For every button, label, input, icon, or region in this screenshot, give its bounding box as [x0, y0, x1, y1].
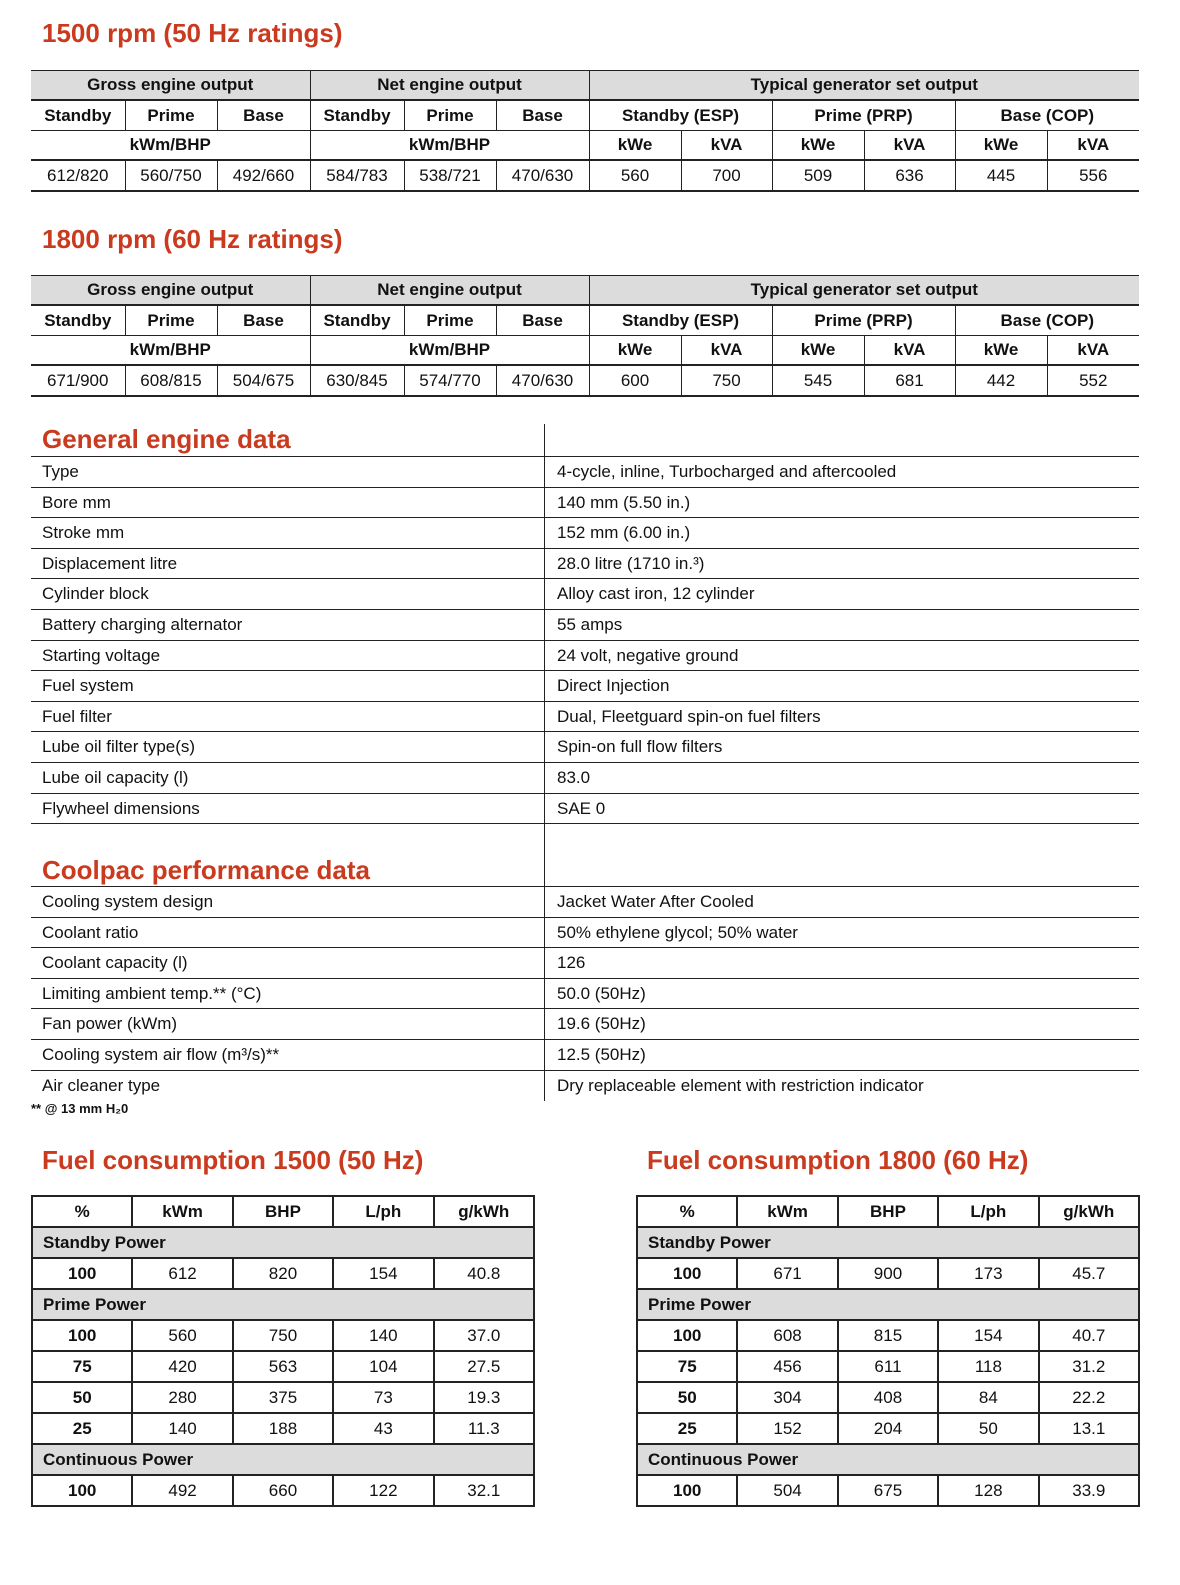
- table-row: [637, 1475, 1139, 1506]
- general-data-list: [31, 456, 1139, 824]
- spec-label: Cooling system air flow (m³/s)**: [42, 1044, 280, 1064]
- spec-row: [31, 1071, 1139, 1101]
- sub-header: Standby (ESP): [589, 100, 772, 131]
- value-cell: 630/845: [310, 365, 404, 396]
- table-cell: 280: [132, 1382, 232, 1413]
- spec-label: Coolant ratio: [42, 922, 139, 942]
- fuel-title-60hz: Fuel consumption 1800 (60 Hz): [647, 1145, 1029, 1175]
- rating-table-60hz: [31, 275, 1139, 397]
- spec-row: [31, 488, 1139, 519]
- spec-label: Lube oil capacity (l): [42, 767, 189, 787]
- footnote: ** @ 13 mm H₂0: [31, 1101, 129, 1116]
- table-row: [637, 1413, 1139, 1444]
- group-header: Gross engine output: [31, 71, 310, 101]
- column-header: L/ph: [938, 1196, 1038, 1227]
- section-header: Continuous Power: [32, 1444, 534, 1475]
- unit-cell: kWm/BHP: [310, 336, 589, 366]
- spec-label: Starting voltage: [42, 645, 161, 665]
- section-header: Continuous Power: [637, 1444, 1139, 1475]
- spec-row: [31, 918, 1139, 949]
- value-cell: 470/630: [496, 160, 589, 191]
- unit-cell: kVA: [864, 336, 955, 366]
- spec-row: [31, 732, 1139, 763]
- section-header: Prime Power: [637, 1289, 1139, 1320]
- spec-value: Jacket Water After Cooled: [557, 892, 754, 911]
- general-title: General engine data: [42, 424, 291, 454]
- spec-label: Type: [42, 462, 79, 481]
- table-cell: 43: [333, 1413, 433, 1444]
- table-cell: 128: [938, 1475, 1038, 1506]
- unit-cell: kWm/BHP: [310, 131, 589, 161]
- unit-cell: kWe: [589, 336, 681, 366]
- spec-row: [31, 702, 1139, 733]
- spec-label: Air cleaner type: [42, 1075, 161, 1095]
- value-cell: 538/721: [404, 160, 496, 191]
- value-cell: 750: [681, 365, 772, 396]
- spec-label: Cylinder block: [42, 584, 149, 604]
- table-cell: 750: [233, 1320, 333, 1351]
- column-header: %: [32, 1196, 132, 1227]
- table-cell: 152: [737, 1413, 837, 1444]
- unit-cell: kWe: [955, 336, 1047, 366]
- pct-cell: 75: [637, 1351, 737, 1382]
- group-header: Net engine output: [310, 71, 589, 101]
- table-cell: 50: [938, 1413, 1038, 1444]
- table-cell: 504: [737, 1475, 837, 1506]
- table-row: [637, 1351, 1139, 1382]
- table-row: [32, 1351, 534, 1382]
- value-cell: 560/750: [125, 160, 217, 191]
- spec-value: 83.0: [557, 767, 591, 787]
- sub-header: Base: [217, 305, 310, 336]
- table-cell: 31.2: [1039, 1351, 1139, 1382]
- rating-title-60hz: 1800 rpm (60 Hz ratings): [42, 224, 343, 254]
- spec-row: [31, 549, 1139, 580]
- table-cell: 560: [132, 1320, 232, 1351]
- value-cell: 636: [864, 160, 955, 191]
- table-cell: 173: [938, 1258, 1038, 1289]
- table-cell: 375: [233, 1382, 333, 1413]
- table-cell: 204: [838, 1413, 938, 1444]
- sub-header: Prime: [404, 100, 496, 131]
- table-cell: 118: [938, 1351, 1038, 1382]
- value-cell: 608/815: [125, 365, 217, 396]
- table-cell: 611: [838, 1351, 938, 1382]
- sub-header: Prime (PRP): [772, 100, 955, 131]
- table-cell: 456: [737, 1351, 837, 1382]
- spec-row: [31, 641, 1139, 672]
- table-cell: 104: [333, 1351, 433, 1382]
- pct-cell: 100: [32, 1475, 132, 1506]
- value-cell: 681: [864, 365, 955, 396]
- table-cell: 608: [737, 1320, 837, 1351]
- group-header: Gross engine output: [31, 276, 310, 306]
- value-cell: 584/783: [310, 160, 404, 191]
- table-row: [637, 1382, 1139, 1413]
- table-row: [32, 1258, 534, 1289]
- spec-value: 24 volt, negative ground: [557, 645, 739, 665]
- group-header: Typical generator set output: [589, 71, 1139, 101]
- spec-value: 4-cycle, inline, Turbocharged and aftercooled: [557, 462, 897, 481]
- unit-cell: kVA: [681, 131, 772, 161]
- table-cell: 563: [233, 1351, 333, 1382]
- spec-value: Spin-on full flow filters: [557, 737, 723, 757]
- table-cell: 612: [132, 1258, 232, 1289]
- unit-cell: kWe: [955, 131, 1047, 161]
- value-cell: 445: [955, 160, 1047, 191]
- spec-value: 50% ethylene glycol; 50% water: [557, 922, 798, 942]
- column-header: L/ph: [333, 1196, 433, 1227]
- column-header: BHP: [233, 1196, 333, 1227]
- sub-header: Base: [217, 100, 310, 131]
- table-cell: 492: [132, 1475, 232, 1506]
- value-cell: 545: [772, 365, 864, 396]
- value-cell: 560: [589, 160, 681, 191]
- spec-value: SAE 0: [557, 798, 606, 818]
- spec-value: 19.6 (50Hz): [557, 1014, 646, 1034]
- sub-header: Base (COP): [955, 305, 1139, 336]
- spec-label: Limiting ambient temp.** (°C): [42, 983, 262, 1003]
- spec-value: Dual, Fleetguard spin-on fuel filters: [557, 706, 821, 726]
- pct-cell: 100: [637, 1320, 737, 1351]
- spec-row: [31, 457, 1139, 488]
- spec-row: [31, 671, 1139, 702]
- coolpac-title: Coolpac performance data: [42, 855, 370, 885]
- unit-cell: kWe: [772, 131, 864, 161]
- sub-header: Base (COP): [955, 100, 1139, 131]
- group-header: Net engine output: [310, 276, 589, 306]
- spec-label: Fuel filter: [42, 706, 112, 726]
- spec-label: Battery charging alternator: [42, 614, 243, 634]
- value-cell: 509: [772, 160, 864, 191]
- spec-value: 55 amps: [557, 614, 623, 634]
- table-cell: 27.5: [434, 1351, 534, 1382]
- table-cell: 815: [838, 1320, 938, 1351]
- fuel-table-60hz: [636, 1195, 1140, 1507]
- table-cell: 408: [838, 1382, 938, 1413]
- pct-cell: 100: [637, 1475, 737, 1506]
- value-cell: 574/770: [404, 365, 496, 396]
- spec-row: [31, 763, 1139, 794]
- spec-row: [31, 1040, 1139, 1071]
- table-cell: 45.7: [1039, 1258, 1139, 1289]
- spec-row: [31, 579, 1139, 610]
- spec-label: Fan power (kWm): [42, 1014, 178, 1034]
- spec-value: Dry replaceable element with restriction indicator: [557, 1075, 924, 1095]
- spec-row: [31, 1009, 1139, 1040]
- column-header: BHP: [838, 1196, 938, 1227]
- sub-header: Prime: [404, 305, 496, 336]
- spec-label: Coolant capacity (l): [42, 953, 188, 973]
- table-cell: 32.1: [434, 1475, 534, 1506]
- spec-value: 50.0 (50Hz): [557, 983, 646, 1003]
- sub-header: Standby: [31, 100, 125, 131]
- spec-label: Fuel system: [42, 676, 134, 696]
- pct-cell: 25: [32, 1413, 132, 1444]
- unit-cell: kWm/BHP: [31, 131, 310, 161]
- table-row: [637, 1258, 1139, 1289]
- spec-value: Direct Injection: [557, 676, 670, 696]
- rating-title-50hz: 1500 rpm (50 Hz ratings): [42, 18, 343, 48]
- table-cell: 900: [838, 1258, 938, 1289]
- value-cell: 552: [1047, 365, 1139, 396]
- table-cell: 22.2: [1039, 1382, 1139, 1413]
- spec-label: Displacement litre: [42, 553, 178, 573]
- unit-cell: kWm/BHP: [31, 336, 310, 366]
- sub-header: Prime: [125, 305, 217, 336]
- column-header: g/kWh: [434, 1196, 534, 1227]
- table-cell: 304: [737, 1382, 837, 1413]
- sub-header: Standby (ESP): [589, 305, 772, 336]
- spec-row: [31, 610, 1139, 641]
- value-cell: 442: [955, 365, 1047, 396]
- table-cell: 19.3: [434, 1382, 534, 1413]
- spec-row: [31, 979, 1139, 1010]
- table-cell: 122: [333, 1475, 433, 1506]
- fuel-table-50hz: [31, 1195, 535, 1507]
- section-header: Standby Power: [637, 1227, 1139, 1258]
- sub-header: Prime: [125, 100, 217, 131]
- table-cell: 154: [333, 1258, 433, 1289]
- spec-label: Lube oil filter type(s): [42, 737, 196, 757]
- table-row: [32, 1320, 534, 1351]
- spec-value: 140 mm (5.50 in.): [557, 492, 691, 512]
- spec-value: 126: [557, 953, 586, 973]
- table-row: [637, 1320, 1139, 1351]
- spec-row: [31, 518, 1139, 549]
- table-cell: 40.7: [1039, 1320, 1139, 1351]
- rating-table-50hz: [31, 70, 1139, 192]
- spec-value: Alloy cast iron, 12 cylinder: [557, 584, 755, 604]
- value-cell: 612/820: [31, 160, 125, 191]
- spec-label: Cooling system design: [42, 892, 214, 911]
- pct-cell: 25: [637, 1413, 737, 1444]
- table-cell: 140: [333, 1320, 433, 1351]
- table-row: [32, 1475, 534, 1506]
- pct-cell: 50: [32, 1382, 132, 1413]
- table-cell: 188: [233, 1413, 333, 1444]
- column-header: kWm: [737, 1196, 837, 1227]
- unit-cell: kWe: [589, 131, 681, 161]
- table-cell: 660: [233, 1475, 333, 1506]
- pct-cell: 100: [32, 1258, 132, 1289]
- table-cell: 37.0: [434, 1320, 534, 1351]
- table-cell: 40.8: [434, 1258, 534, 1289]
- table-cell: 154: [938, 1320, 1038, 1351]
- sub-header: Prime (PRP): [772, 305, 955, 336]
- sub-header: Standby: [31, 305, 125, 336]
- fuel-title-50hz: Fuel consumption 1500 (50 Hz): [42, 1145, 424, 1175]
- pct-cell: 75: [32, 1351, 132, 1382]
- section-header: Prime Power: [32, 1289, 534, 1320]
- table-cell: 13.1: [1039, 1413, 1139, 1444]
- spec-value: 28.0 litre (1710 in.³): [557, 553, 705, 573]
- value-cell: 492/660: [217, 160, 310, 191]
- unit-cell: kVA: [864, 131, 955, 161]
- spec-row: [31, 794, 1139, 825]
- table-row: [32, 1382, 534, 1413]
- table-cell: 140: [132, 1413, 232, 1444]
- table-cell: 33.9: [1039, 1475, 1139, 1506]
- value-cell: 470/630: [496, 365, 589, 396]
- pct-cell: 50: [637, 1382, 737, 1413]
- pct-cell: 100: [32, 1320, 132, 1351]
- spec-label: Stroke mm: [42, 523, 125, 543]
- sub-header: Base: [496, 305, 589, 336]
- spec-value: 12.5 (50Hz): [557, 1044, 646, 1064]
- table-cell: 11.3: [434, 1413, 534, 1444]
- column-header: kWm: [132, 1196, 232, 1227]
- table-cell: 675: [838, 1475, 938, 1506]
- spec-row: [31, 948, 1139, 979]
- group-header: Typical generator set output: [589, 276, 1139, 306]
- spec-label: Bore mm: [42, 492, 111, 512]
- unit-cell: kVA: [681, 336, 772, 366]
- unit-cell: kVA: [1047, 131, 1139, 161]
- value-cell: 671/900: [31, 365, 125, 396]
- table-cell: 671: [737, 1258, 837, 1289]
- spec-value: 152 mm (6.00 in.): [557, 523, 691, 543]
- table-row: [32, 1413, 534, 1444]
- table-cell: 84: [938, 1382, 1038, 1413]
- pct-cell: 100: [637, 1258, 737, 1289]
- table-cell: 420: [132, 1351, 232, 1382]
- unit-cell: kVA: [1047, 336, 1139, 366]
- value-cell: 700: [681, 160, 772, 191]
- value-cell: 556: [1047, 160, 1139, 191]
- sub-header: Standby: [310, 305, 404, 336]
- unit-cell: kWe: [772, 336, 864, 366]
- column-header: g/kWh: [1039, 1196, 1139, 1227]
- section-header: Standby Power: [32, 1227, 534, 1258]
- spec-label: Flywheel dimensions: [42, 798, 200, 818]
- value-cell: 504/675: [217, 365, 310, 396]
- spec-row: [31, 887, 1139, 918]
- sub-header: Standby: [310, 100, 404, 131]
- value-cell: 600: [589, 365, 681, 396]
- sub-header: Base: [496, 100, 589, 131]
- table-cell: 73: [333, 1382, 433, 1413]
- coolpac-data-list: [31, 886, 1139, 1100]
- table-cell: 820: [233, 1258, 333, 1289]
- column-header: %: [637, 1196, 737, 1227]
